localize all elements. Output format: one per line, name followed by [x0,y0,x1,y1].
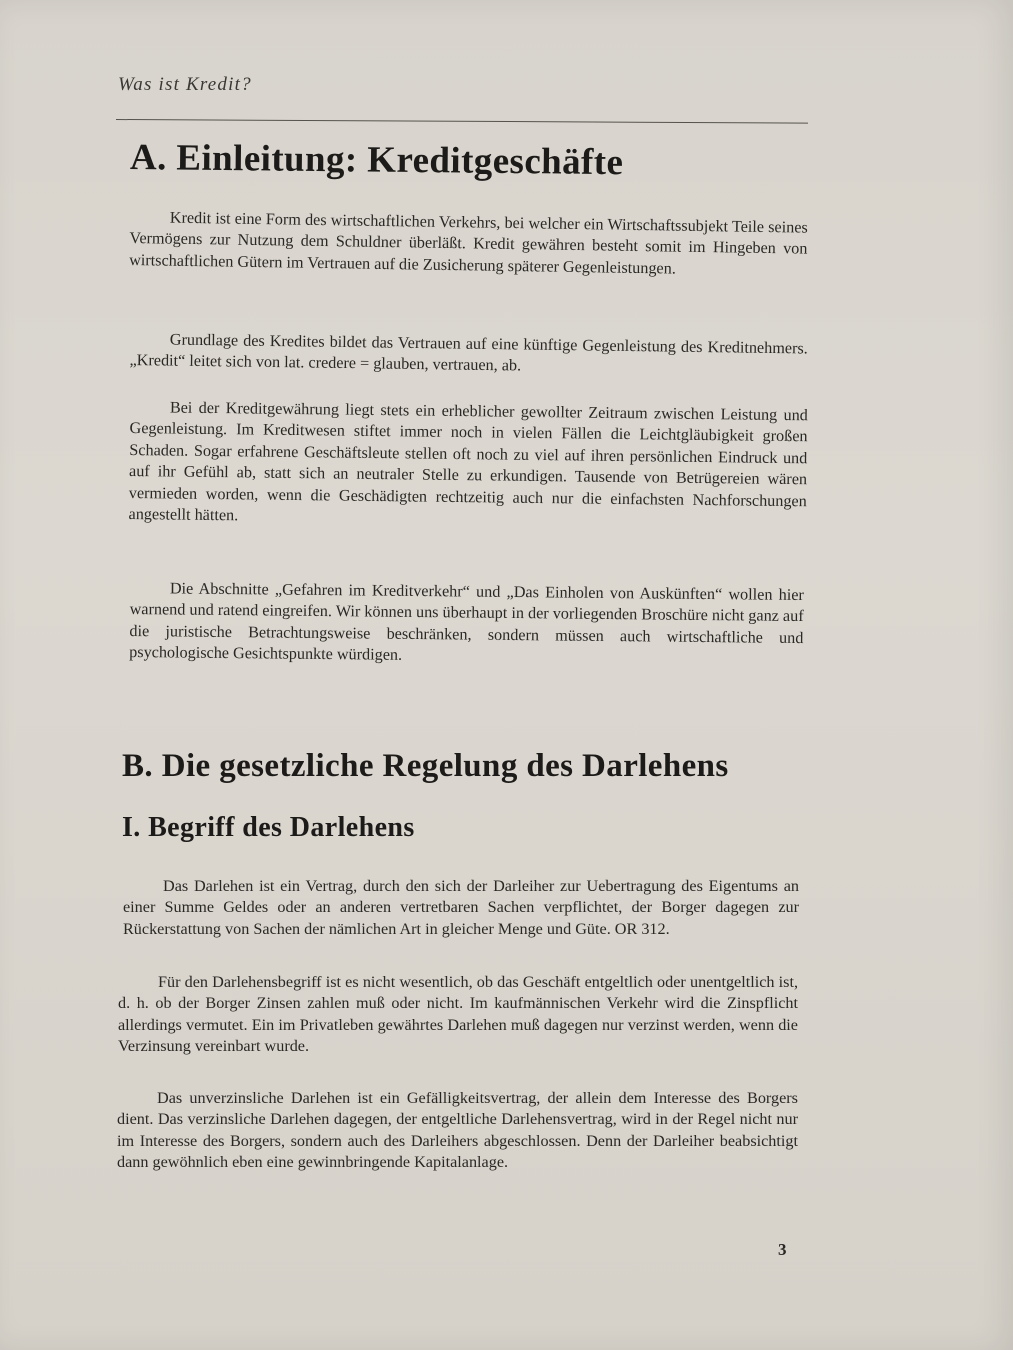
section-a-paragraph-2: Grundlage des Kredites bildet das Vertrauen auf eine künftige Gegenleistung des Kreditnehmers. „Kredit“ leitet sich von lat. credere = glauben, vertrauen, ab. [129,330,808,375]
section-b-subheading: I. Begriff des Darlehens [122,812,415,843]
section-b-paragraph-2: Für den Darlehensbegriff ist es nicht wesentlich, ob das Geschäft entgeltlich oder unentgeltlich ist, d. h. ob der Borger Zinsen zahlen muß oder nicht. Im kaufmännischen Verkehr wird die Zinspflicht allerdings vermutet. Ein im Privatleben gewährtes Darlehen muß dagegen nur verzinst werden, wenn die Verzinsung vereinbart wurde. [118,973,798,1056]
section-b-heading: B. Die gesetzliche Regelung des Darlehens [122,748,729,784]
section-a-paragraph-1: Kredit ist eine Form des wirtschaftlichen Verkehrs, bei welcher ein Wirtschaftssubjekt Teile seines Vermögens zur Nutzung dem Schuldner überläßt. Kredit gewähren besteht somit im Hingeben von wirtschaftlichen Gütern im Vertrauen auf die Zusicherung späterer Gegenleistungen. [129,208,808,278]
section-a-paragraph-4: Die Abschnitte „Gefahren im Kreditverkehr“ und „Das Einholen von Auskünften“ wollen hier warnend und ratend eingreifen. Wir können uns überhaupt in der vorliegenden Broschüre nicht ganz auf die juristische Betrachtungsweise beschränken, sondern müssen auch wirtschaftliche und psychologische Gesichtspunkte würdigen. [129,579,804,665]
section-a-paragraph-3: Bei der Kreditgewährung liegt stets ein erheblicher gewollter Zeitraum zwischen Leistung und Gegenleistung. Im Kreditwesen stiftet immer noch in vielen Fällen die Leichtgläubigkeit großen Schaden. Sogar erfahrene Geschäftsleute stellen oft noch zu viel auf ihren persönlichen Eindruck und auf ihr Gefühl ab, statt sich an neutraler Stelle zu erkundigen. Tausende von Betrügereien wären vermieden worden, wenn die Geschädigten rechtzeitig auch nur die einfachsten Nachforschungen angestellt hätten. [128,398,808,525]
section-b-paragraph-3: Das unverzinsliche Darlehen ist ein Gefälligkeitsvertrag, der allein dem Interesse des Borgers dient. Das verzinsliche Darlehen dagegen, der entgeltliche Darlehensvertrag, wird in der Regel nicht nur im Interesse des Borgers, sondern auch des Darleihers abgeschlossen. Denn der Darleiher beabsichtigt dann gewöhnlich eben eine gewinnbringende Kapitalanlage. [117,1089,798,1172]
running-head: Was ist Kredit? [118,74,252,95]
section-a-heading: A. Einleitung: Kreditgeschäfte [129,137,624,184]
page-number: 3 [778,1240,787,1259]
section-b-paragraph-1: Das Darlehen ist ein Vertrag, durch den sich der Darleiher zur Uebertragung des Eigentums an einer Summe Geldes oder an anderen vertretbaren Sachen verpflichtet, der Borger dagegen zur Rückerstattung von Sachen der nämlichen Art in gleicher Menge und Güte. OR 312. [123,877,799,938]
header-rule [116,119,808,124]
